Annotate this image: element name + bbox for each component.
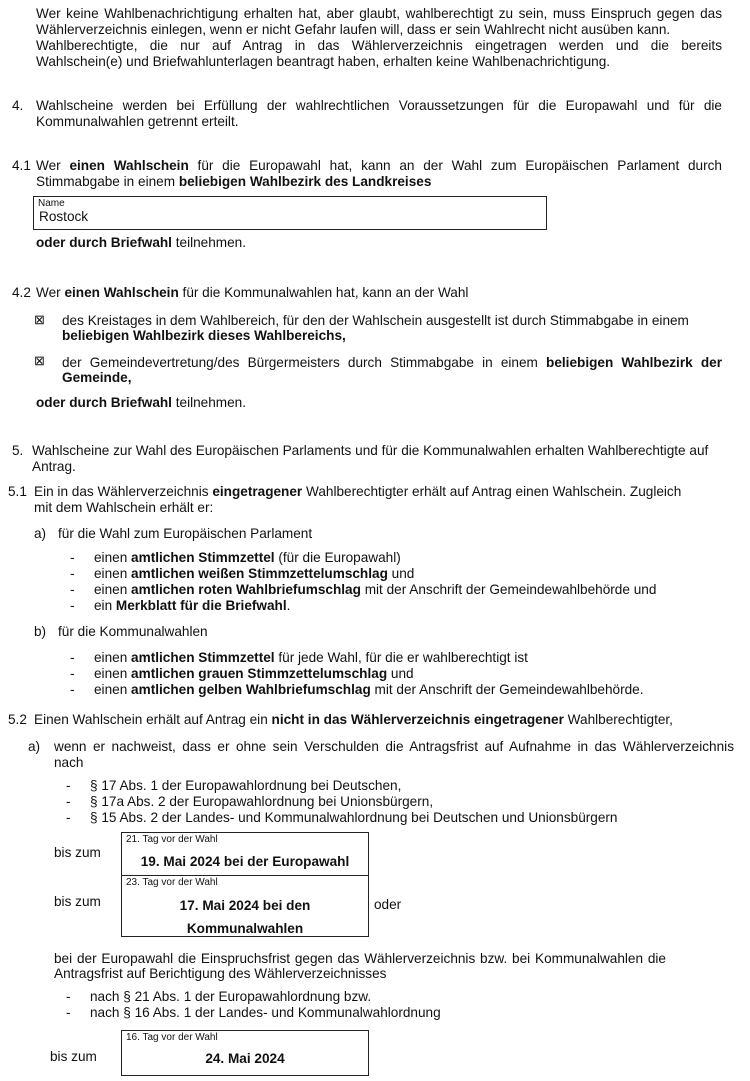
oder-text: oder — [374, 897, 402, 912]
deadline-box-label: 16. Tag vor der Wahl — [126, 1032, 218, 1043]
section-text: Kommunalwahlen getrennt erteilt. — [36, 114, 239, 129]
deadline-box-kommunalwahlen — [121, 875, 369, 937]
name-field-value: Rostock — [39, 209, 89, 224]
section-text: oder durch Briefwahl teilnehmen. — [36, 235, 247, 250]
list-heading: für die Wahl zum Europäischen Parlament — [58, 526, 313, 541]
intro-line: Wer keine Wahlbenachrichtigung erhalten hat, aber glaubt, wahlberechtigt zu sein, muss Einspruch gegen das — [36, 6, 722, 21]
bis-zum-label: bis zum — [54, 845, 101, 860]
section-text: Stimmabgabe in einem beliebigen Wahlbezirk des Landkreises — [36, 174, 432, 189]
section-number: 4.1 — [12, 158, 31, 173]
section-number: 5.1 — [8, 484, 27, 499]
deadline-box-value: 17. Mai 2024 bei den — [179, 898, 311, 913]
paragraph-text: bei der Europawahl die Einspruchsfrist gegen das Wählerverzeichnis bzw. bei Kommunalwahlen die — [54, 951, 666, 966]
section-text: mit dem Wahlschein erhält er: — [34, 500, 214, 515]
list-label: a) — [28, 739, 41, 754]
list-label: b) — [34, 624, 47, 639]
section-text: oder durch Briefwahl teilnehmen. — [36, 395, 247, 410]
option-text: der Gemeindevertretung/des Bürgermeisters durch Stimmabgabe in einem beliebigen Wahlbezirk der — [62, 355, 723, 370]
list-heading: wenn er nachweist, dass er ohne sein Verschulden die Antragsfrist auf Aufnahme in das Wählerverzeichnis — [54, 739, 734, 754]
deadline-box-europawahl — [121, 832, 369, 876]
option-text: beliebigen Wahlbezirk dieses Wahlbereichs, — [62, 328, 346, 343]
deadline-box-value: Kommunalwahlen — [186, 921, 304, 936]
deadline-box-label: 21. Tag vor der Wahl — [126, 834, 218, 845]
intro-line: Wahlberechtigte, die nur auf Antrag in das Wählerverzeichnis eingetragen werden und die bereits — [36, 38, 722, 53]
name-field-label: Name — [38, 198, 65, 209]
section-text: Ein in das Wählerverzeichnis eingetragener Wahlberechtigter erhält auf Antrag einen Wahlschein. Zugleich — [34, 484, 682, 499]
section-text: Antrag. — [32, 459, 76, 474]
intro-line: Wahlschein(e) und Briefwahlunterlagen beantragt haben, erhalten keine Wahlbenachrichtigung. — [36, 54, 611, 69]
section-text: Wahlscheine werden bei Erfüllung der wahlrechtlichen Voraussetzungen für die Europawahl und für die — [36, 98, 722, 113]
section-number: 5.2 — [8, 712, 27, 727]
section-number: 4. — [12, 98, 24, 113]
name-field — [33, 196, 547, 230]
list-heading: nach — [54, 755, 84, 770]
section-text: Einen Wahlschein erhält auf Antrag ein nicht in das Wählerverzeichnis eingetragener Wahlberechtigter, — [34, 712, 673, 727]
deadline-box-label: 23. Tag vor der Wahl — [126, 877, 218, 888]
intro-line: Wählerverzeichnis einlegen, wenn er nicht Gefahr laufen will, dass er sein Wahlrecht nicht ausüben kann. — [36, 22, 671, 37]
deadline-box-value: 24. Mai 2024 — [205, 1051, 285, 1066]
bis-zum-label: bis zum — [50, 1049, 97, 1064]
option-text: Gemeinde, — [62, 370, 132, 385]
deadline-box-einspruch — [121, 1030, 369, 1076]
section-text: Wer einen Wahlschein für die Europawahl hat, kann an der Wahl zum Europäischen Parlament durch — [36, 158, 722, 173]
option-text: des Kreistages in dem Wahlbereich, für den der Wahlschein ausgestellt ist durch Stimmabgabe in einem — [62, 313, 689, 328]
list-heading: für die Kommunalwahlen — [58, 624, 208, 639]
section-number: 4.2 — [12, 285, 31, 300]
list-label: a) — [34, 526, 47, 541]
checkbox-checked-icon[interactable]: ⊠ — [34, 312, 45, 327]
checkbox-checked-icon[interactable]: ⊠ — [34, 353, 45, 368]
section-number: 5. — [12, 443, 24, 458]
paragraph-text: Antragsfrist auf Berichtigung des Wählerverzeichnisses — [54, 966, 387, 981]
section-text: Wahlscheine zur Wahl des Europäischen Parlaments und für die Kommunalwahlen erhalten Wahlberechtigte auf — [32, 443, 709, 458]
bis-zum-label: bis zum — [54, 894, 101, 909]
deadline-box-value: 19. Mai 2024 bei der Europawahl — [140, 854, 350, 869]
section-text: Wer einen Wahlschein für die Kommunalwahlen hat, kann an der Wahl — [36, 285, 469, 300]
